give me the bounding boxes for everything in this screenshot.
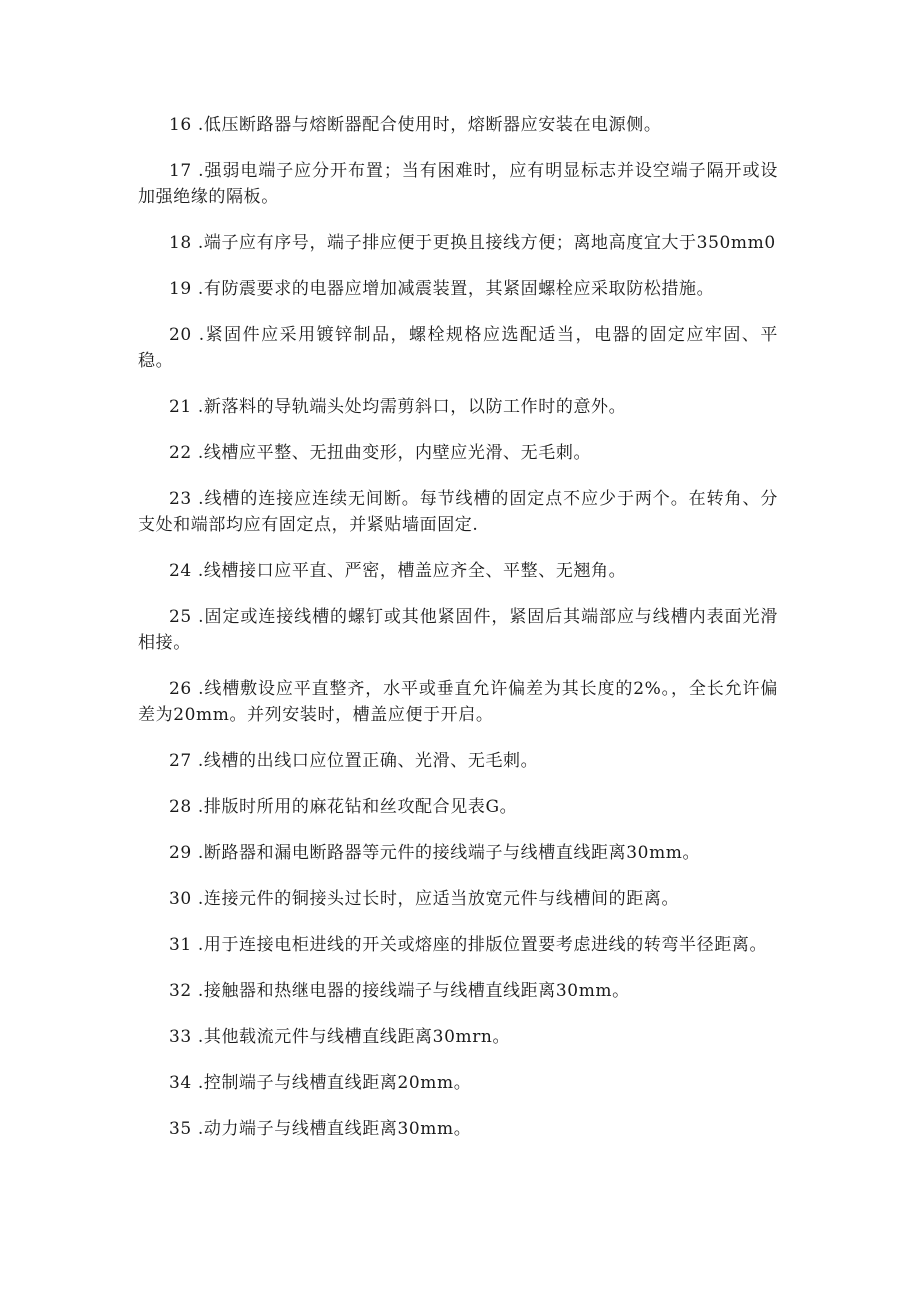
list-item xyxy=(138,794,778,820)
list-item xyxy=(138,1024,778,1050)
item-text: 有防震要求的电器应增加减震装置，其紧固螺栓应采取防松措施。 xyxy=(203,279,715,299)
list-item xyxy=(138,604,778,656)
list-item xyxy=(138,978,778,1004)
item-text: 断路器和漏电断路器等元件的接线端子与线槽直线距离30mm。 xyxy=(203,843,701,863)
item-number: 24 xyxy=(169,561,192,581)
item-text: 固定或连接线槽的螺钉或其他紧固件，紧固后其端部应与线槽内表面光滑相接。 xyxy=(138,607,778,653)
list-item xyxy=(138,932,778,958)
item-text: 动力端子与线槽直线距离30mm。 xyxy=(203,1119,472,1139)
item-text: 端子应有序号，端子排应便于更换且接线方便；离地高度宜大于350mm0 xyxy=(203,233,776,253)
item-separator: . xyxy=(191,233,204,253)
item-separator: . xyxy=(191,751,204,771)
list-item xyxy=(138,322,778,374)
item-text: 排版时所用的麻花钻和丝攻配合见表G。 xyxy=(203,797,518,817)
item-text: 强弱电端子应分开布置；当有困难时，应有明显标志并设空端子隔开或设加强绝缘的隔板。 xyxy=(138,161,778,207)
item-separator: . xyxy=(191,843,204,863)
list-item xyxy=(138,112,778,138)
list-item xyxy=(138,748,778,774)
item-text: 线槽敷设应平直整齐，水平或垂直允许偏差为其长度的2%。，全长允许偏差为20mm。并列安装时，槽盖应便于开启。 xyxy=(138,679,778,725)
item-number: 21 xyxy=(169,397,192,417)
item-separator: . xyxy=(191,561,204,581)
item-number: 18 xyxy=(169,233,192,253)
item-text: 低压断路器与熔断器配合使用时，熔断器应安装在电源侧。 xyxy=(203,115,662,135)
list-item xyxy=(138,1070,778,1096)
item-text: 紧固件应采用镀锌制品，螺栓规格应选配适当，电器的固定应牢固、平稳。 xyxy=(138,325,778,371)
item-number: 28 xyxy=(169,797,192,817)
item-number: 23 xyxy=(169,489,192,509)
item-number: 32 xyxy=(169,981,192,1001)
item-text: 控制端子与线槽直线距离20mm。 xyxy=(203,1073,472,1093)
item-number: 20 xyxy=(169,325,192,345)
list-item xyxy=(138,886,778,912)
item-separator: . xyxy=(191,981,204,1001)
item-number: 31 xyxy=(169,935,192,955)
item-number: 19 xyxy=(169,279,192,299)
item-number: 33 xyxy=(169,1027,192,1047)
item-separator: . xyxy=(191,489,205,509)
item-separator: . xyxy=(191,115,204,135)
list-item xyxy=(138,486,778,538)
item-number: 27 xyxy=(169,751,192,771)
item-number: 22 xyxy=(169,443,192,463)
item-text: 其他载流元件与线槽直线距离30mrn。 xyxy=(203,1027,511,1047)
list-item xyxy=(138,1116,778,1142)
list-item xyxy=(138,440,778,466)
item-text: 线槽的连接应连续无间断。每节线槽的固定点不应少于两个。在转角、分支处和端部均应有固定点，并紧贴墙面固定. xyxy=(138,489,778,535)
item-text: 线槽接口应平直、严密，槽盖应齐全、平整、无翘角。 xyxy=(203,561,627,581)
item-separator: . xyxy=(191,797,204,817)
list-item xyxy=(138,676,778,728)
item-separator: . xyxy=(191,1119,204,1139)
list-item xyxy=(138,394,778,420)
item-text: 接触器和热继电器的接线端子与线槽直线距离30mm。 xyxy=(203,981,630,1001)
item-separator: . xyxy=(191,889,204,909)
list-item xyxy=(138,558,778,584)
list-item xyxy=(138,840,778,866)
item-number: 25 xyxy=(169,607,192,627)
item-separator: . xyxy=(191,443,204,463)
item-text: 线槽应平整、无扭曲变形，内壁应光滑、无毛刺。 xyxy=(203,443,592,463)
item-number: 29 xyxy=(169,843,192,863)
item-number: 16 xyxy=(169,115,192,135)
item-text: 用于连接电柜进线的开关或熔座的排版位置要考虑进线的转弯半径距离。 xyxy=(203,935,768,955)
item-separator: . xyxy=(191,935,204,955)
item-text: 连接元件的铜接头过长时，应适当放宽元件与线槽间的距离。 xyxy=(203,889,680,909)
list-item xyxy=(138,276,778,302)
item-separator: . xyxy=(191,161,205,181)
item-text: 线槽的出线口应位置正确、光滑、无毛刺。 xyxy=(203,751,539,771)
item-number: 34 xyxy=(169,1073,192,1093)
item-separator: . xyxy=(191,279,204,299)
item-text: 新落料的导轨端头处均需剪斜口，以防工作时的意外。 xyxy=(203,397,627,417)
item-separator: . xyxy=(191,1027,204,1047)
item-number: 26 xyxy=(169,679,192,699)
list-item xyxy=(138,230,778,256)
item-separator: . xyxy=(191,607,205,627)
item-separator: . xyxy=(191,325,205,345)
item-number: 35 xyxy=(169,1119,192,1139)
document-body xyxy=(138,112,778,1162)
item-separator: . xyxy=(191,679,205,699)
item-separator: . xyxy=(191,397,204,417)
item-number: 17 xyxy=(169,161,192,181)
item-separator: . xyxy=(191,1073,204,1093)
list-item xyxy=(138,158,778,210)
item-number: 30 xyxy=(169,889,192,909)
